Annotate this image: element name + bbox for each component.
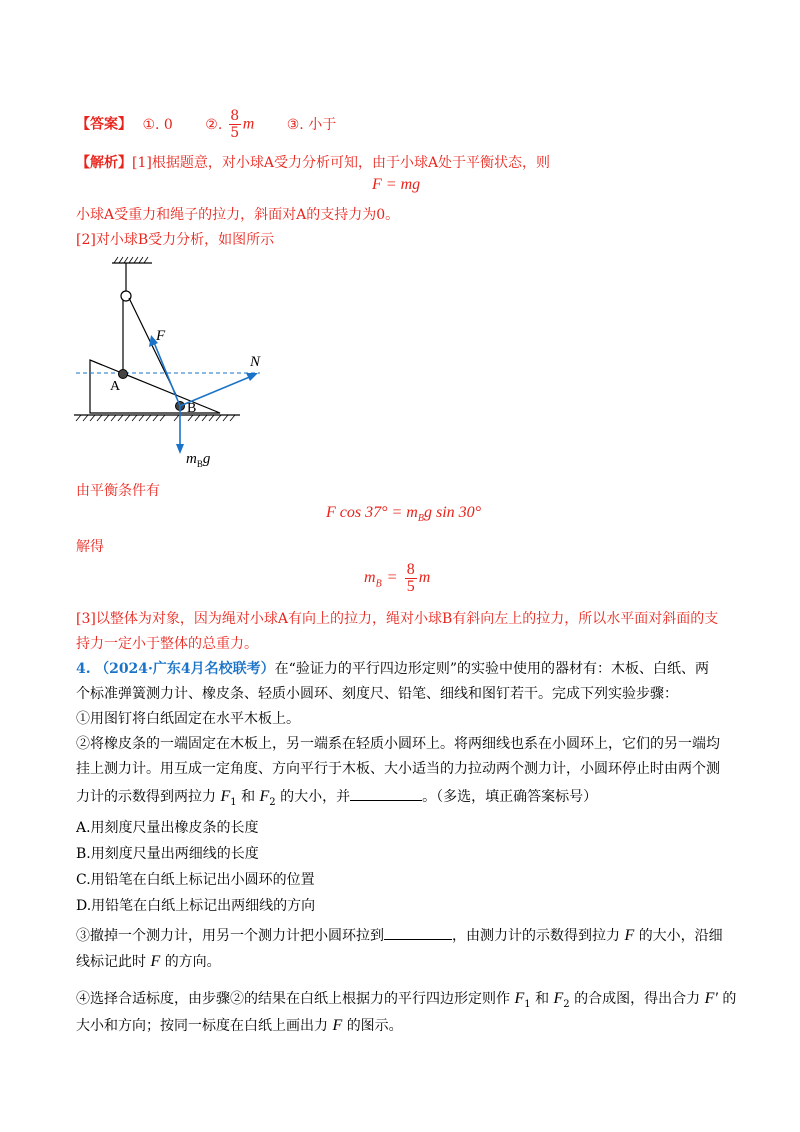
answer-item-2-prefix: ②. [205,116,223,133]
answer-line [76,108,336,141]
analysis-line-1 [76,153,550,173]
label-f: F [156,328,166,344]
analysis-line-2: 小球A受重力和绳子的拉力，斜面对A的支持力为0。 [76,207,400,223]
option-c: C.用铅笔在白纸上标记出小圆环的位置 [76,872,315,888]
option-b: B.用刻度尺量出两细线的长度 [76,846,259,862]
step-2-line-1: ②将橡皮条的一端固定在木板上，另一端系在轻质小圆环上。将两细线也系在小圆环上，它们的另一端均 [76,736,720,752]
answer-item-1: ①. 0 [142,116,173,133]
answer-item-2-fraction: $\frac{8}{5}$ [230,108,240,141]
question-line-1: 4. （2024·广东4月名校联考）在“验证力的平行四边形定则”的实验中使用的器材有：木板、白纸、两 [76,661,709,677]
label-n: N [250,354,261,370]
step-3-line-1: ③撤掉一个测力计，用另一个测力计把小圆环拉到 ，由测力计的示数得到拉力 F 的大小，沿细 [76,927,723,944]
analysis-tag: 【解析】 [76,155,132,171]
arrow-gravity-icon [176,444,184,454]
step-4-line-2: 大小和方向；按同一标度在白纸上画出力 F 的图示。 [76,1017,403,1034]
analysis-line-4: 由平衡条件有 [76,483,160,499]
answer-item-3: ③. 小于 [286,116,337,133]
answer-blank-1[interactable] [350,786,422,801]
ball-a [119,370,128,379]
answer-blank-2[interactable] [384,925,452,940]
option-d: D.用铅笔在白纸上标记出两细线的方向 [76,898,316,914]
equation-3: $m_B$ = $\frac{8}{5}$ m [364,561,431,595]
answer-tag: 【答案】 [76,116,132,133]
question-line-2: 个标准弹簧测力计、橡皮条、轻质小圆环、刻度尺、铅笔、细线和图钉若干。完成下列实验步骤： [76,686,678,702]
step-3-line-2: 线标记此时 F 的方向。 [76,953,221,970]
step-2-line-2: 挂上测力计。用互成一定角度、方向平行于木板、大小适当的力拉动两个测力计，小圆环停止时由两个测 [76,761,720,777]
analysis-line-3: [2]对小球B受力分析，如图所示 [76,232,275,248]
label-mbg: $m_Bg$ [186,451,211,469]
equation-2: F $\cos 37^\circ = m_Bg$ sin 30° [326,504,482,525]
analysis-line-6a: [3]以整体为对象，因为绳对小球A有向上的拉力，绳对小球B有斜向左上的拉力，所以水平面对斜面的支 [76,611,719,627]
step-1: ①用图钉将白纸固定在水平木板上。 [76,711,300,727]
analysis-text-1: [1]根据题意，对小球A受力分析可知，由于小球A处于平衡状态，则 [132,155,551,171]
step-2-line-3: 力计的示数得到两拉力 $F_1$ 和 $F_2$ 的大小，并 。（多选，填正确答案标号） [76,788,598,808]
equation-1: F = mg [372,176,421,193]
analysis-line-6b: 持力一定小于整体的总重力。 [76,636,258,652]
answer-item-2-var: m [242,115,255,133]
label-b: B [187,401,197,416]
label-a: A [110,379,121,394]
force-diagram [70,255,270,470]
step-4-line-1: ④选择合适标度，由步骤②的结果在白纸上根据力的平行四边形定则作 $F_1$ 和 $F_2$ 的合成图，得出合力 F′ 的 [76,990,737,1010]
question-source: （2024·广东4月名校联考） [95,661,275,677]
analysis-line-5: 解得 [76,539,104,555]
question-number: 4. [76,661,91,677]
option-a: A.用刻度尺量出橡皮条的长度 [76,820,259,836]
